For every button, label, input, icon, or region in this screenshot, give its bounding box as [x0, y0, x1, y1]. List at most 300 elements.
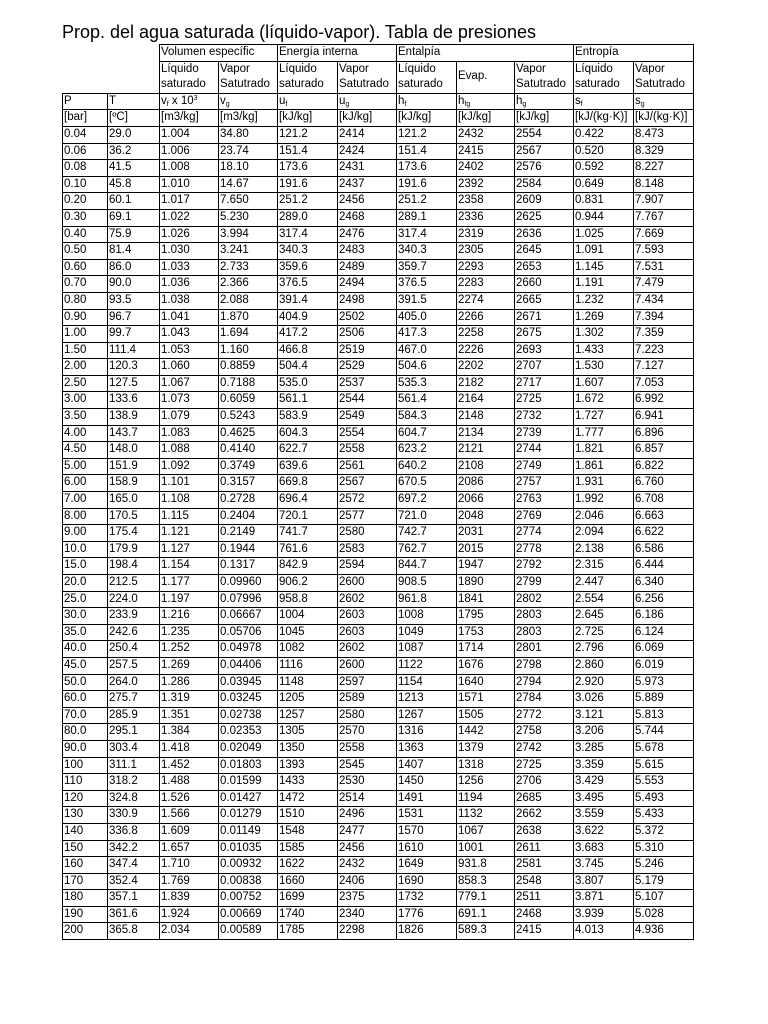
table-cell: 561.4	[397, 392, 457, 409]
table-cell: 1.710	[160, 857, 219, 874]
table-cell: 844.7	[397, 558, 457, 575]
table-cell: 2544	[338, 392, 397, 409]
table-cell: 86.0	[108, 259, 160, 276]
table-cell: 29.0	[108, 126, 160, 143]
table-cell: 36.2	[108, 143, 160, 160]
group-header-energia: Energía interna	[278, 45, 397, 62]
table-cell: 0.4625	[219, 425, 278, 442]
table-cell: 20.0	[63, 575, 108, 592]
table-cell: 6.256	[634, 591, 694, 608]
table-cell: 1.269	[574, 309, 634, 326]
table-cell: 1.286	[160, 674, 219, 691]
table-cell: 5.493	[634, 790, 694, 807]
table-cell: 264.0	[108, 674, 160, 691]
table-cell: 303.4	[108, 740, 160, 757]
table-cell: 504.6	[397, 359, 457, 376]
table-cell: 1122	[397, 657, 457, 674]
table-cell: 2.645	[574, 608, 634, 625]
table-cell: 1.232	[574, 292, 634, 309]
table-cell: 2121	[457, 442, 515, 459]
table-cell: 1087	[397, 641, 457, 658]
table-cell: 2283	[457, 276, 515, 293]
table-cell: 2375	[338, 890, 397, 907]
table-cell: 604.3	[278, 425, 338, 442]
table-cell: 2182	[457, 375, 515, 392]
phase-liquido-saturado: Líquido saturado	[160, 61, 219, 93]
table-row	[63, 160, 694, 177]
table-cell: 404.9	[278, 309, 338, 326]
table-cell: 2494	[338, 276, 397, 293]
table-cell: 1740	[278, 906, 338, 923]
table-cell: 2477	[338, 823, 397, 840]
table-cell: 2432	[457, 126, 515, 143]
table-cell: 3.994	[219, 226, 278, 243]
table-cell: 376.5	[278, 276, 338, 293]
table-cell: 2625	[515, 209, 574, 226]
table-row	[63, 674, 694, 691]
table-cell: 3.026	[574, 691, 634, 708]
table-cell: 5.678	[634, 740, 694, 757]
table-cell: 2549	[338, 409, 397, 426]
table-cell: 1.091	[574, 243, 634, 260]
table-cell: 2742	[515, 740, 574, 757]
table-cell: 2415	[515, 923, 574, 940]
table-cell: 1753	[457, 624, 515, 641]
table-cell: 1548	[278, 823, 338, 840]
table-cell: 2.138	[574, 541, 634, 558]
table-cell: 0.60	[63, 259, 108, 276]
table-cell: 779.1	[457, 890, 515, 907]
table-cell: 1049	[397, 624, 457, 641]
table-cell: 0.07996	[219, 591, 278, 608]
table-cell: 3.559	[574, 807, 634, 824]
table-cell: 6.00	[63, 475, 108, 492]
table-cell: 0.04	[63, 126, 108, 143]
table-cell: 158.9	[108, 475, 160, 492]
symbol-ug: $u_g$	[338, 93, 397, 110]
table-cell: 93.5	[108, 292, 160, 309]
table-cell: 2489	[338, 259, 397, 276]
table-cell: 170.5	[108, 508, 160, 525]
table-cell: 2576	[515, 160, 574, 177]
table-cell: 6.992	[634, 392, 694, 409]
table-cell: 5.00	[63, 458, 108, 475]
table-cell: 2603	[338, 624, 397, 641]
table-cell: 10.0	[63, 541, 108, 558]
phase-vapor-saturado: Vapor Satutrado	[634, 61, 694, 93]
table-cell: 2665	[515, 292, 574, 309]
table-cell: 2638	[515, 823, 574, 840]
table-cell: 2611	[515, 840, 574, 857]
table-cell: 1776	[397, 906, 457, 923]
group-header-entropia: Entropía	[574, 45, 694, 62]
table-cell: 0.40	[63, 226, 108, 243]
table-row	[63, 774, 694, 791]
table-cell: 5.246	[634, 857, 694, 874]
table-cell: 6.069	[634, 641, 694, 658]
table-cell: 670.5	[397, 475, 457, 492]
table-cell: 170	[63, 873, 108, 890]
table-cell: 8.473	[634, 126, 694, 143]
table-cell: 1.177	[160, 575, 219, 592]
table-cell: 908.5	[397, 575, 457, 592]
phase-liquido-saturado: Líquido saturado	[278, 61, 338, 93]
table-cell: 0.30	[63, 209, 108, 226]
table-cell: 1.526	[160, 790, 219, 807]
table-cell: 2801	[515, 641, 574, 658]
table-cell: 1.010	[160, 176, 219, 193]
table-cell: 0.4140	[219, 442, 278, 459]
table-cell: 2431	[338, 160, 397, 177]
table-cell: 5.433	[634, 807, 694, 824]
table-cell: 3.622	[574, 823, 634, 840]
table-cell: 1531	[397, 807, 457, 824]
table-cell: 0.04406	[219, 657, 278, 674]
table-cell: 2.088	[219, 292, 278, 309]
table-cell: 1256	[457, 774, 515, 791]
table-cell: 2558	[338, 442, 397, 459]
table-cell: 365.8	[108, 923, 160, 940]
table-cell: 2662	[515, 807, 574, 824]
table-row	[63, 608, 694, 625]
table-row	[63, 840, 694, 857]
table-cell: 0.2149	[219, 525, 278, 542]
table-row	[63, 923, 694, 940]
table-cell: 2414	[338, 126, 397, 143]
table-row	[63, 823, 694, 840]
symbol-hfg: $h_{fg}$	[457, 93, 515, 110]
table-cell: 721.0	[397, 508, 457, 525]
table-cell: 2757	[515, 475, 574, 492]
table-cell: 2769	[515, 508, 574, 525]
table-cell: 0.01149	[219, 823, 278, 840]
table-cell: 639.6	[278, 458, 338, 475]
table-cell: 1.053	[160, 342, 219, 359]
phase-liquido-saturado: Líquido saturado	[574, 61, 634, 93]
table-cell: 8.00	[63, 508, 108, 525]
table-cell: 352.4	[108, 873, 160, 890]
table-cell: 2.366	[219, 276, 278, 293]
table-cell: 2803	[515, 624, 574, 641]
table-cell: 2468	[515, 906, 574, 923]
table-row	[63, 475, 694, 492]
table-cell: 130	[63, 807, 108, 824]
table-cell: 0.06	[63, 143, 108, 160]
table-cell: 1379	[457, 740, 515, 757]
table-cell: 120	[63, 790, 108, 807]
table-cell: 1.036	[160, 276, 219, 293]
table-cell: 2675	[515, 326, 574, 343]
unit-cell: [kJ/kg]	[338, 110, 397, 127]
table-cell: 2784	[515, 691, 574, 708]
table-cell: 6.586	[634, 541, 694, 558]
table-cell: 1008	[397, 608, 457, 625]
table-cell: 2456	[338, 840, 397, 857]
table-cell: 0.2728	[219, 492, 278, 509]
table-cell: 7.907	[634, 193, 694, 210]
table-cell: 69.1	[108, 209, 160, 226]
table-cell: 0.09960	[219, 575, 278, 592]
table-cell: 1.079	[160, 409, 219, 426]
table-cell: 2583	[338, 541, 397, 558]
table-cell: 2498	[338, 292, 397, 309]
table-cell: 3.121	[574, 707, 634, 724]
phase-vapor-saturado: Vapor Satutrado	[515, 61, 574, 93]
table-cell: 6.760	[634, 475, 694, 492]
table-cell: 1472	[278, 790, 338, 807]
table-cell: 2600	[338, 657, 397, 674]
table-cell: 2456	[338, 193, 397, 210]
table-cell: 0.2404	[219, 508, 278, 525]
table-cell: 357.1	[108, 890, 160, 907]
table-cell: 584.3	[397, 409, 457, 426]
table-cell: 2148	[457, 409, 515, 426]
table-cell: 5.615	[634, 757, 694, 774]
table-cell: 2424	[338, 143, 397, 160]
table-cell: 1.026	[160, 226, 219, 243]
table-cell: 251.2	[397, 193, 457, 210]
table-cell: 6.444	[634, 558, 694, 575]
table-cell: 224.0	[108, 591, 160, 608]
table-cell: 4.013	[574, 923, 634, 940]
table-cell: 640.2	[397, 458, 457, 475]
table-cell: 2603	[338, 608, 397, 625]
table-cell: 2548	[515, 873, 574, 890]
table-cell: 1.252	[160, 641, 219, 658]
table-cell: 80.0	[63, 724, 108, 741]
table-cell: 6.340	[634, 575, 694, 592]
table-cell: 2048	[457, 508, 515, 525]
table-row	[63, 143, 694, 160]
table-cell: 1.00	[63, 326, 108, 343]
table-cell: 0.04978	[219, 641, 278, 658]
table-cell: 6.622	[634, 525, 694, 542]
table-cell: 1116	[278, 657, 338, 674]
table-cell: 2.50	[63, 375, 108, 392]
phase-evap: Evap.	[457, 61, 515, 93]
table-cell: 173.6	[278, 160, 338, 177]
table-cell: 417.3	[397, 326, 457, 343]
table-cell: 0.00838	[219, 873, 278, 890]
table-cell: 2725	[515, 757, 574, 774]
table-cell: 2.046	[574, 508, 634, 525]
table-cell: 200	[63, 923, 108, 940]
table-cell: 1350	[278, 740, 338, 757]
table-cell: 23.74	[219, 143, 278, 160]
table-cell: 14.67	[219, 176, 278, 193]
table-cell: 2415	[457, 143, 515, 160]
table-cell: 1.992	[574, 492, 634, 509]
table-cell: 1.235	[160, 624, 219, 641]
table-cell: 151.4	[397, 143, 457, 160]
table-cell: 762.7	[397, 541, 457, 558]
table-cell: 2554	[338, 425, 397, 442]
unit-cell: [kJ/(kg·K)]	[634, 110, 694, 127]
table-cell: 1001	[457, 840, 515, 857]
table-cell: 1676	[457, 657, 515, 674]
table-cell: 1.043	[160, 326, 219, 343]
table-cell: 317.4	[397, 226, 457, 243]
table-cell: 2798	[515, 657, 574, 674]
table-cell: 34.80	[219, 126, 278, 143]
table-row	[63, 392, 694, 409]
table-cell: 1.870	[219, 309, 278, 326]
table-cell: 3.50	[63, 409, 108, 426]
table-cell: 2803	[515, 608, 574, 625]
table-cell: 535.0	[278, 375, 338, 392]
table-cell: 7.223	[634, 342, 694, 359]
table-cell: 2758	[515, 724, 574, 741]
table-cell: 1.160	[219, 342, 278, 359]
table-cell: 289.1	[397, 209, 457, 226]
table-cell: 191.6	[278, 176, 338, 193]
table-cell: 275.7	[108, 691, 160, 708]
table-cell: 2554	[515, 126, 574, 143]
table-cell: 1363	[397, 740, 457, 757]
table-cell: 589.3	[457, 923, 515, 940]
table-cell: 7.127	[634, 359, 694, 376]
table-cell: 2671	[515, 309, 574, 326]
table-cell: 1.025	[574, 226, 634, 243]
table-cell: 2744	[515, 442, 574, 459]
table-cell: 1407	[397, 757, 457, 774]
table-cell: 3.206	[574, 724, 634, 741]
table-row	[63, 591, 694, 608]
table-cell: 2584	[515, 176, 574, 193]
table-cell: 3.939	[574, 906, 634, 923]
table-cell: 2015	[457, 541, 515, 558]
table-cell: 583.9	[278, 409, 338, 426]
table-cell: 405.0	[397, 309, 457, 326]
table-cell: 1.006	[160, 143, 219, 160]
table-cell: 2567	[338, 475, 397, 492]
table-cell: 198.4	[108, 558, 160, 575]
table-cell: 175.4	[108, 525, 160, 542]
table-cell: 6.896	[634, 425, 694, 442]
table-cell: 2437	[338, 176, 397, 193]
table-cell: 376.5	[397, 276, 457, 293]
table-cell: 7.00	[63, 492, 108, 509]
phase-vapor-saturado: Vapor Satutrado	[338, 61, 397, 93]
table-cell: 1.319	[160, 691, 219, 708]
header-blank	[63, 45, 160, 94]
table-row	[63, 359, 694, 376]
table-cell: 6.822	[634, 458, 694, 475]
table-cell: 5.973	[634, 674, 694, 691]
table-cell: 212.5	[108, 575, 160, 592]
table-cell: 669.8	[278, 475, 338, 492]
table-cell: 330.9	[108, 807, 160, 824]
table-cell: 1.777	[574, 425, 634, 442]
table-cell: 7.669	[634, 226, 694, 243]
table-cell: 0.00669	[219, 906, 278, 923]
table-cell: 1.269	[160, 657, 219, 674]
table-cell: 2589	[338, 691, 397, 708]
table-cell: 2274	[457, 292, 515, 309]
table-cell: 2258	[457, 326, 515, 343]
table-cell: 741.7	[278, 525, 338, 542]
table-cell: 504.4	[278, 359, 338, 376]
table-cell: 6.124	[634, 624, 694, 641]
table-cell: 99.7	[108, 326, 160, 343]
table-cell: 340.3	[278, 243, 338, 260]
table-row	[63, 541, 694, 558]
table-row	[63, 375, 694, 392]
table-row	[63, 492, 694, 509]
table-cell: 324.8	[108, 790, 160, 807]
table-cell: 2519	[338, 342, 397, 359]
table-cell: 127.5	[108, 375, 160, 392]
table-cell: 160	[63, 857, 108, 874]
table-cell: 3.871	[574, 890, 634, 907]
table-cell: 1690	[397, 873, 457, 890]
table-cell: 2266	[457, 309, 515, 326]
table-cell: 958.8	[278, 591, 338, 608]
header-row-units	[63, 110, 694, 127]
table-cell: 8.227	[634, 160, 694, 177]
table-cell: 1.657	[160, 840, 219, 857]
table-cell: 30.0	[63, 608, 108, 625]
table-cell: 2506	[338, 326, 397, 343]
table-cell: 2570	[338, 724, 397, 741]
table-cell: 1.154	[160, 558, 219, 575]
table-cell: 696.4	[278, 492, 338, 509]
table-cell: 359.6	[278, 259, 338, 276]
table-cell: 2794	[515, 674, 574, 691]
table-cell: 604.7	[397, 425, 457, 442]
table-cell: 5.889	[634, 691, 694, 708]
table-cell: 2293	[457, 259, 515, 276]
table-cell: 45.0	[63, 657, 108, 674]
table-cell: 295.1	[108, 724, 160, 741]
table-cell: 1.384	[160, 724, 219, 741]
table-cell: 2749	[515, 458, 574, 475]
table-row	[63, 326, 694, 343]
table-cell: 1570	[397, 823, 457, 840]
table-cell: 2792	[515, 558, 574, 575]
table-cell: 1841	[457, 591, 515, 608]
table-cell: 0.1944	[219, 541, 278, 558]
table-cell: 2545	[338, 757, 397, 774]
unit-cell: [kJ/(kg·K)]	[574, 110, 634, 127]
table-cell: 6.941	[634, 409, 694, 426]
table-cell: 691.1	[457, 906, 515, 923]
symbol-t: T	[108, 93, 160, 110]
table-cell: 7.593	[634, 243, 694, 260]
table-row	[63, 193, 694, 210]
table-cell: 1699	[278, 890, 338, 907]
table-cell: 340.3	[397, 243, 457, 260]
table-cell: 3.683	[574, 840, 634, 857]
table-cell: 0.20	[63, 193, 108, 210]
table-cell: 3.429	[574, 774, 634, 791]
table-cell: 1.50	[63, 342, 108, 359]
table-cell: 359.7	[397, 259, 457, 276]
table-cell: 165.0	[108, 492, 160, 509]
table-cell: 1205	[278, 691, 338, 708]
table-cell: 1.092	[160, 458, 219, 475]
table-cell: 257.5	[108, 657, 160, 674]
table-cell: 2772	[515, 707, 574, 724]
table-cell: 1148	[278, 674, 338, 691]
table-cell: 347.4	[108, 857, 160, 874]
table-cell: 2108	[457, 458, 515, 475]
table-cell: 535.3	[397, 375, 457, 392]
table-cell: 138.9	[108, 409, 160, 426]
table-cell: 5.744	[634, 724, 694, 741]
table-cell: 3.241	[219, 243, 278, 260]
unit-cell: [ºC]	[108, 110, 160, 127]
